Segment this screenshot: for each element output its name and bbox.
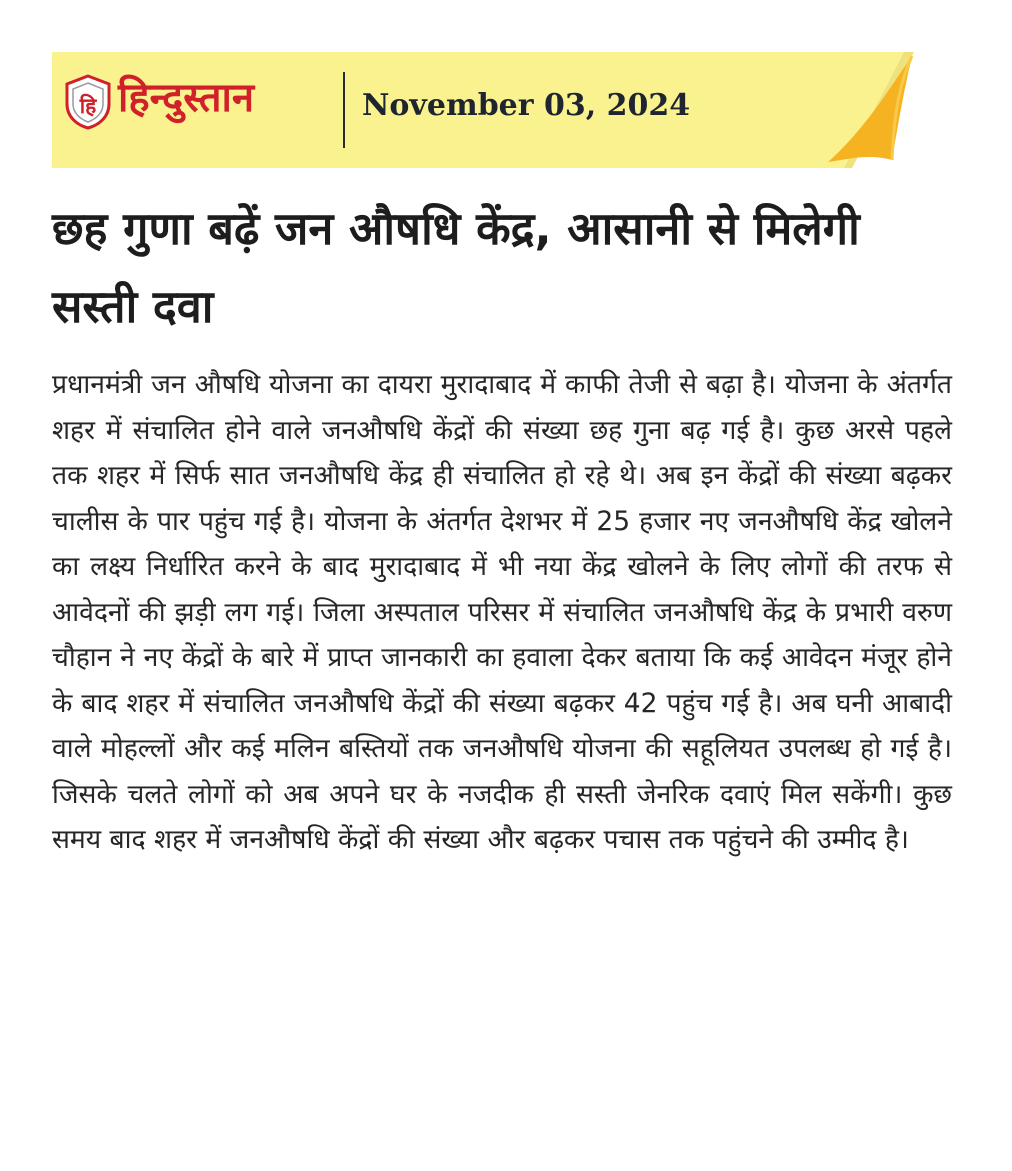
- article-body: प्रधानमंत्री जन औषधि योजना का दायरा मुरादाबाद में काफी तेजी से बढ़ा है। योजना के अंतर्गत शहर में संचालित होने वाले जनऔषधि केंद्रों की संख्या छह गुना बढ़ गई है। कुछ अरसे पहले तक शहर में सिर्फ सात जनऔषधि केंद्र ही संचालित हो रहे थे। अब इन केंद्रों की संख्या बढ़कर चालीस के पार पहुंच गई है। योजना के अंतर्गत देशभर में 25 हजार नए जनऔषधि केंद्र खोलने का लक्ष्य निर्धारित करने के बाद मुरादाबाद में भी नया केंद्र खोलने के लिए लोगों की तरफ से आवेदनों की झड़ी लग गई। जिला अस्पताल परिसर में संचालित जनऔषधि केंद्र के प्रभारी वरुण चौहान ने नए केंद्रों के बारे में प्राप्त जानकारी का हवाला देकर बताया कि कई आवेदन मंजूर होने के बाद शहर में संचालित जनऔषधि केंद्रों की संख्या बढ़कर 42 पहुंच गई है। अब घनी आबादी वाले मोहल्लों और कई मलिन बस्तियों तक जनऔषधि योजना की सहूलियत उपलब्ध हो गई है। जिसके चलते लोगों को अब अपने घर के नजदीक ही सस्ती जेनरिक दवाएं मिल सकेंगी। कुछ समय बाद शहर में जनऔषधि केंद्रों की संख्या और बढ़कर पचास तक पहुंचने की उम्मीद है।: [52, 369, 952, 855]
- header-divider: [343, 72, 345, 148]
- article-headline: छह गुणा बढ़ें जन औषधि केंद्र, आसानी से मिलेगी सस्ती दवा: [52, 202, 860, 333]
- logo-monogram: हि: [79, 94, 97, 118]
- newspaper-logo-text: हिन्दुस्तान: [118, 75, 255, 121]
- publication-date: November 03, 2024: [362, 88, 691, 123]
- newspaper-header-band: [52, 52, 914, 168]
- shield-logo-icon: [65, 74, 111, 130]
